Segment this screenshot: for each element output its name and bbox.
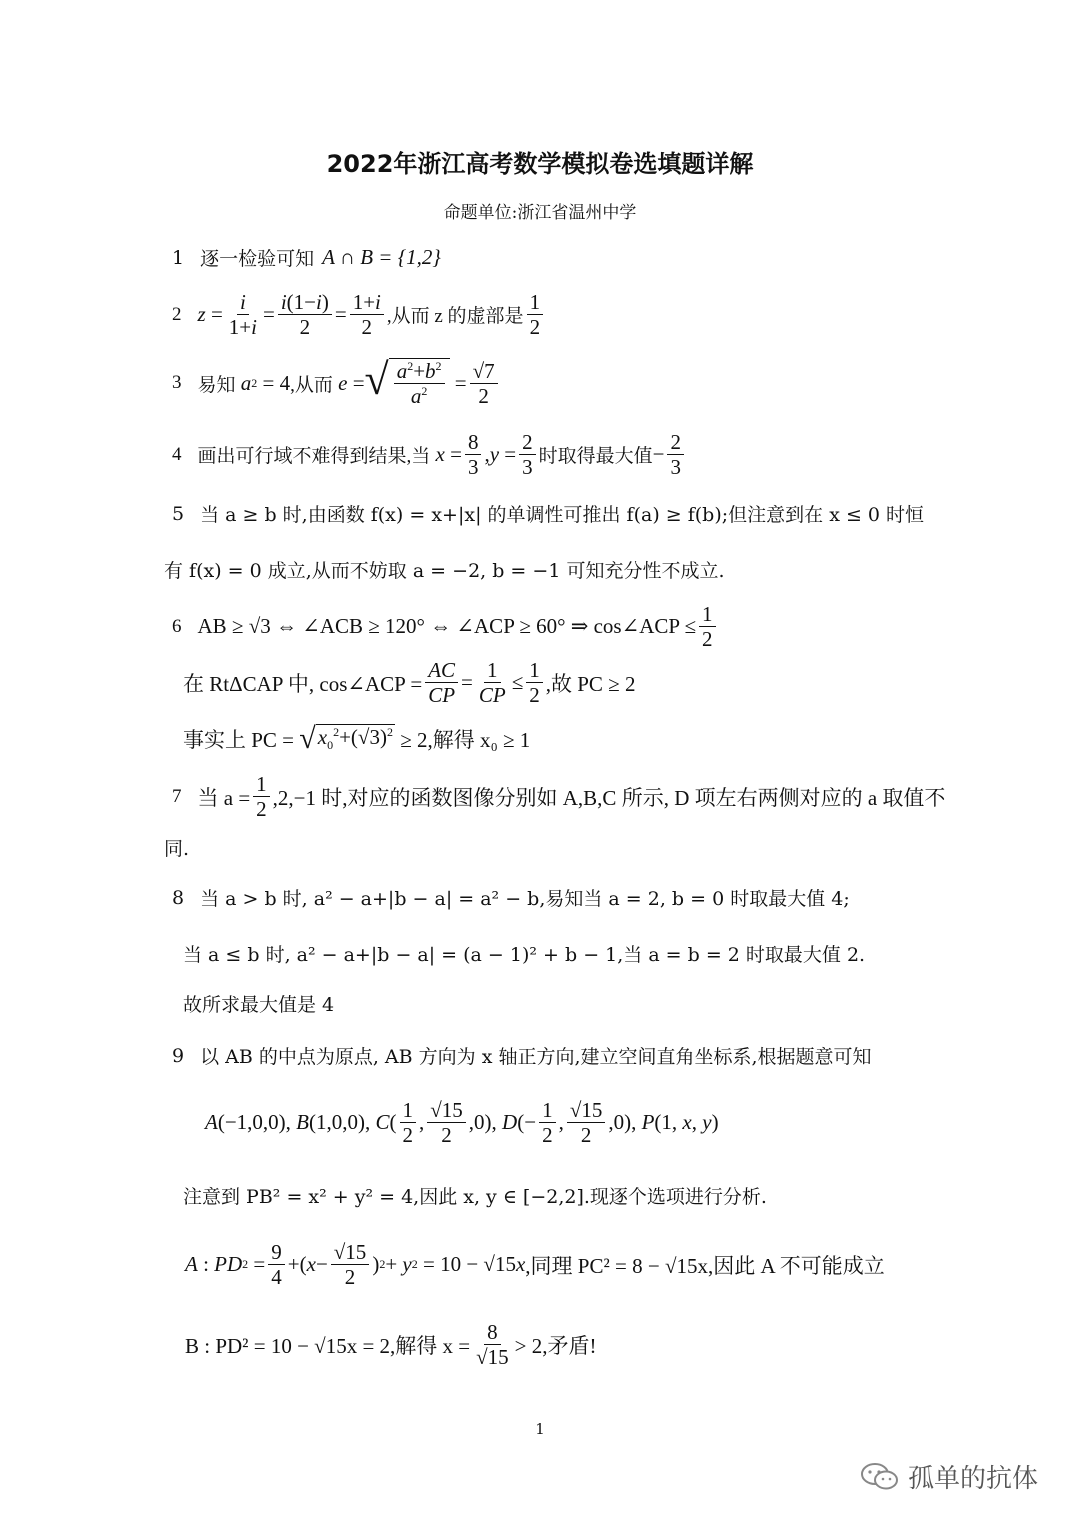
item-9-option-b: B : PD² = 10 − √15x = 2,解得 x = $\frac{8}{√15}$ > 2,矛盾! bbox=[185, 1320, 597, 1370]
watermark-text: 孤单的抗体 bbox=[908, 1464, 1039, 1494]
item-text: 在 RtΔCAP 中, cos∠ACP = bbox=[183, 671, 423, 696]
item-3: 3 易知 a 2 = 4 ,从而 e = √ $\frac{a^2+b^2}{a^2}$ = $\frac{√7}{2}$ bbox=[172, 358, 501, 408]
item-text: 画出可行域不难得到结果,当 bbox=[197, 446, 431, 468]
item-text: ,从而 z 的虚部是 bbox=[386, 306, 524, 328]
item-7: 7 当 a = $\frac{1}{2}$ ,2,−1 时,对应的函数图像分别如 A,B,C 所示, D 项左右两侧对应的 a 取值不 bbox=[172, 772, 946, 822]
item-8-line2: 当 a ≤ b 时, a² − a+|b − a| = (a − 1)² + b − 1,当 a = b = 2 时取最大值 2. bbox=[183, 944, 866, 966]
item-7-continued: 同. bbox=[164, 838, 190, 860]
item-5 bbox=[172, 500, 924, 527]
item-8-line3: 故所求最大值是 4 bbox=[183, 994, 335, 1016]
item-number: 1 bbox=[172, 246, 185, 269]
item-text: ,从而 bbox=[290, 374, 333, 396]
item-text: 当 a ≥ b 时,由函数 f(x) = x+|x| 的单调性可推出 f(a) ≥ f(b);但注意到在 x ≤ 0 时恒 bbox=[200, 504, 925, 526]
item-text: B : PD² = 10 − √15x = 2,解得 x = bbox=[185, 1333, 471, 1358]
page-number: 1 bbox=[535, 1420, 545, 1438]
item-text: 当 a = bbox=[197, 785, 251, 810]
item-8 bbox=[172, 884, 850, 911]
item-6: 6 AB ≥ √3 ⇔ ∠ACB ≥ 120° ⇔ ∠ACP ≥ 60° ⇒ cos∠ACP ≤ $\frac{1}{2}$ bbox=[172, 602, 719, 651]
item-number: 3 bbox=[172, 372, 182, 394]
item-text: 事实上 PC = bbox=[183, 728, 295, 752]
item-text: 时取得最大值 bbox=[538, 446, 653, 468]
watermark bbox=[860, 1458, 1038, 1495]
item-math: A ∩ B = {1,2} bbox=[322, 245, 441, 269]
item-text: ≥ 2,解得 x₀ ≥ 1 bbox=[400, 728, 531, 752]
item-5-continued: 有 f(x) = 0 成立,从而不妨取 a = −2, b = −1 可知充分性不成立. bbox=[164, 560, 725, 582]
item-number: 5 bbox=[172, 502, 185, 525]
page-author: 命题单位:浙江省温州中学 bbox=[443, 203, 637, 223]
item-number: 2 bbox=[172, 303, 182, 325]
item-text: AB ≥ √3 ⇔ ∠ACB ≥ 120° ⇔ ∠ACP ≥ 60° ⇒ cos∠ACP ≤ bbox=[197, 614, 697, 639]
item-number: 4 bbox=[172, 443, 182, 465]
item-9-points: A (−1,0,0), B (1,0,0), C ( $\frac{1}{2}$ , $\frac{√15}{2}$ ,0), D (− $\frac{1}{2}$ , $\frac{√15}{2}$ ,0), P (1, x , y ) bbox=[205, 1098, 719, 1148]
item-9-option-a: A : PD 2 = $\frac{9}{4}$ +( x − $\frac{√15}{2}$ ) 2 + y 2 = 10 − √15 x ,同理 PC² = 8 − √15x,因此 A 不可能成立 bbox=[185, 1240, 885, 1290]
item-text: ,同理 PC² = 8 − √15x,因此 A 不可能成立 bbox=[525, 1253, 885, 1278]
item-9 bbox=[172, 1042, 872, 1069]
item-number: 6 bbox=[172, 615, 182, 637]
item-6-line3: 事实上 PC = √ $x_0^2+(√3)^2$ ≥ 2,解得 x₀ ≥ 1 bbox=[183, 722, 531, 755]
item-2: 2 z = $\frac{i}{1+i}$ = $\frac{i(1-i)}{2}$ = $\frac{1+i}{2}$ ,从而 z 的虚部是 $\frac{1}{2}$ bbox=[172, 290, 546, 339]
item-text: 以 AB 的中点为原点, AB 方向为 x 轴正方向,建立空间直角坐标系,根据题意可知 bbox=[200, 1046, 872, 1068]
item-1 bbox=[172, 244, 441, 271]
item-4: 4 画出可行域不难得到结果,当 x = $\frac{8}{3}$ , y = $\frac{2}{3}$ 时取得最大值 − $\frac{2}{3}$ bbox=[172, 430, 687, 479]
wechat-icon bbox=[860, 1461, 900, 1493]
item-number: 9 bbox=[172, 1044, 185, 1067]
item-text: ,故 PC ≥ 2 bbox=[545, 671, 636, 696]
page-title: 2022年浙江高考数学模拟卷选填题详解 bbox=[326, 150, 754, 178]
item-text: > 2,矛盾! bbox=[514, 1333, 597, 1358]
item-text: ,2,−1 时,对应的函数图像分别如 A,B,C 所示, D 项左右两侧对应的 a 取值不 bbox=[272, 785, 946, 810]
item-9-note: 注意到 PB² = x² + y² = 4,因此 x, y ∈ [−2,2].现逐个选项进行分析. bbox=[183, 1186, 767, 1208]
item-text: 逐一检验可知 bbox=[200, 248, 315, 270]
item-text: 易知 bbox=[197, 374, 236, 396]
item-number: 8 bbox=[172, 886, 185, 909]
item-6-line2: 在 RtΔCAP 中, cos∠ACP = $\frac{AC}{CP}$ = $\frac{1}{CP}$ ≤ $\frac{1}{2}$ ,故 PC ≥ 2 bbox=[183, 658, 636, 708]
item-text: 当 a > b 时, a² − a+|b − a| = a² − b,易知当 a = 2, b = 0 时取最大值 4; bbox=[200, 888, 850, 910]
item-number: 7 bbox=[172, 785, 182, 807]
